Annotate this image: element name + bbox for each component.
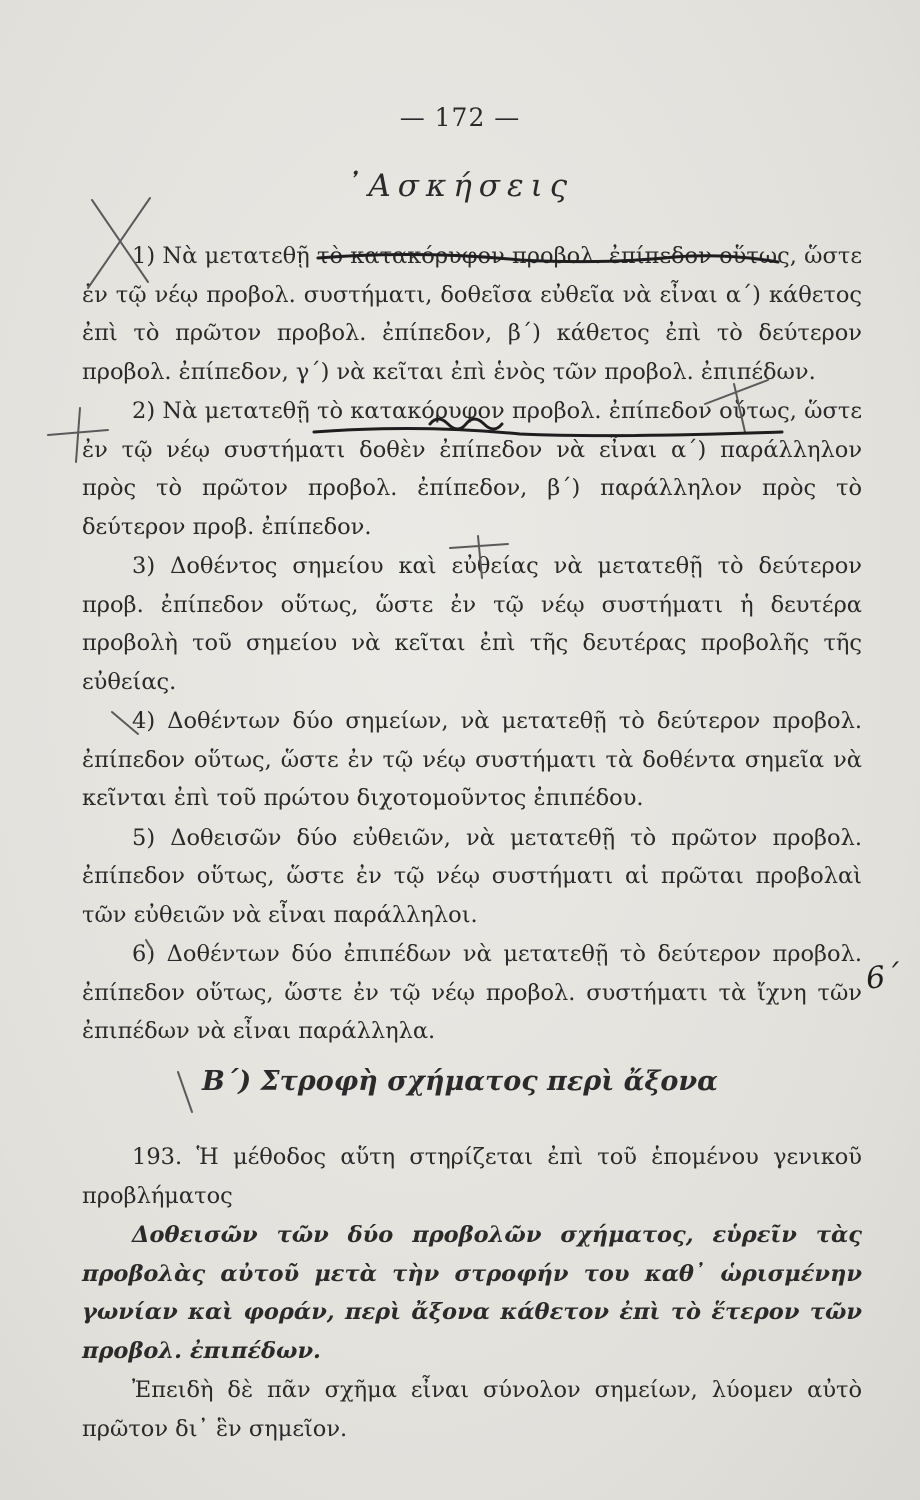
handwritten-margin-note: 6΄: [864, 958, 902, 997]
article-intro: 193. Ἡ μέθοδος αὕτη στηρίζεται ἐπὶ τοῦ ἑπομένου γενικοῦ προβλήματος: [82, 1144, 862, 1209]
exercise-3: 3) Δοθέντος σημείου καὶ εὐθείας νὰ μετατεθῇ τὸ δεύτερον προβ. ἐπίπεδον οὕτως, ὥστε ἐν τῷ νέῳ συστήματι ἡ δευτέρα προβολὴ τοῦ σημείου νὰ κεῖται ἐπὶ τῆς δευτέρας προβολῆς τῆς εὐθείας.: [82, 553, 862, 695]
exercise-4: 4) Δοθέντων δύο σημείων, νὰ μετατεθῇ τὸ δεύτερον προβολ. ἐπίπεδον οὕτως, ὥστε ἐν τῷ νέῳ συστήματι τὰ δοθέντα σημεῖα νὰ κεῖνται ἐπὶ τοῦ πρώτου διχοτομοῦντος ἐπιπέδου.: [82, 708, 862, 811]
exercises-block: [82, 237, 862, 1051]
article-closing: Ἐπειδὴ δὲ πᾶν σχῆμα εἶναι σύνολον σημείων, λύομεν αὐτὸ πρῶτον δι᾿ ἓν σημεῖον.: [82, 1377, 862, 1442]
article-block: [82, 1138, 862, 1448]
section-heading: Β΄) Στροφὴ σχήματος περὶ ἄξονα: [202, 1066, 718, 1097]
exercise-5: 5) Δοθεισῶν δύο εὐθειῶν, νὰ μετατεθῇ τὸ πρῶτον προβολ. ἐπίπεδον οὕτως, ὥστε ἐν τῷ νέῳ συστήματι αἱ πρῶται προβολαὶ τῶν εὐθειῶν νὰ εἶναι παράλληλοι.: [82, 824, 862, 928]
exercise-1: 1) Νὰ μετατεθῇ τὸ κατακόρυφον προβολ. ἐπίπεδον οὕτως, ὥστε ἐν τῷ νέῳ προβολ. συστήματι, δοθεῖσα εὐθεῖα νὰ εἶναι α΄) κάθετος ἐπὶ τὸ πρῶτον προβολ. ἐπίπεδον, β΄) κάθετος ἐπὶ τὸ δεύτερον προβολ. ἐπίπεδον, γ΄) νὰ κεῖται ἐπὶ ἑνὸς τῶν προβολ. ἐπιπέδων.: [82, 243, 862, 385]
exercises-heading: ᾿Ασκήσεις: [345, 168, 575, 204]
page-number: — 172 —: [399, 103, 521, 132]
exercise-2: 2) Νὰ μετατεθῇ τὸ κατακόρυφον προβολ. ἐπίπεδον οὕτως, ὥστε ἐν τῷ νέῳ συστήματι δοθὲν ἐπίπεδον νὰ εἶναι α΄) παράλληλον πρὸς τὸ πρῶτον προβολ. ἐπίπεδον, β΄) παράλληλον πρὸς τὸ δεύτερον προβ. ἐπίπεδον.: [82, 398, 862, 540]
exercise-6: 6) Δοθέντων δύο ἐπιπέδων νὰ μετατεθῇ τὸ δεύτερον προβολ. ἐπίπεδον οὕτως, ὥστε ἐν τῷ νέῳ προβολ. συστήματι τὰ ἴχνη τῶν ἐπιπέδων νὰ εἶναι παράλληλα.: [82, 941, 862, 1044]
theorem-statement: Δοθεισῶν τῶν δύο προβολῶν σχήματος, εὑρεῖν τὰς προβολὰς αὐτοῦ μετὰ τὴν στροφήν του καθ᾿ ὡρισμένην γωνίαν καὶ φοράν, περὶ ἄξονα κάθετον ἐπὶ τὸ ἕτερον τῶν προβολ. ἐπιπέδων.: [82, 1222, 862, 1364]
